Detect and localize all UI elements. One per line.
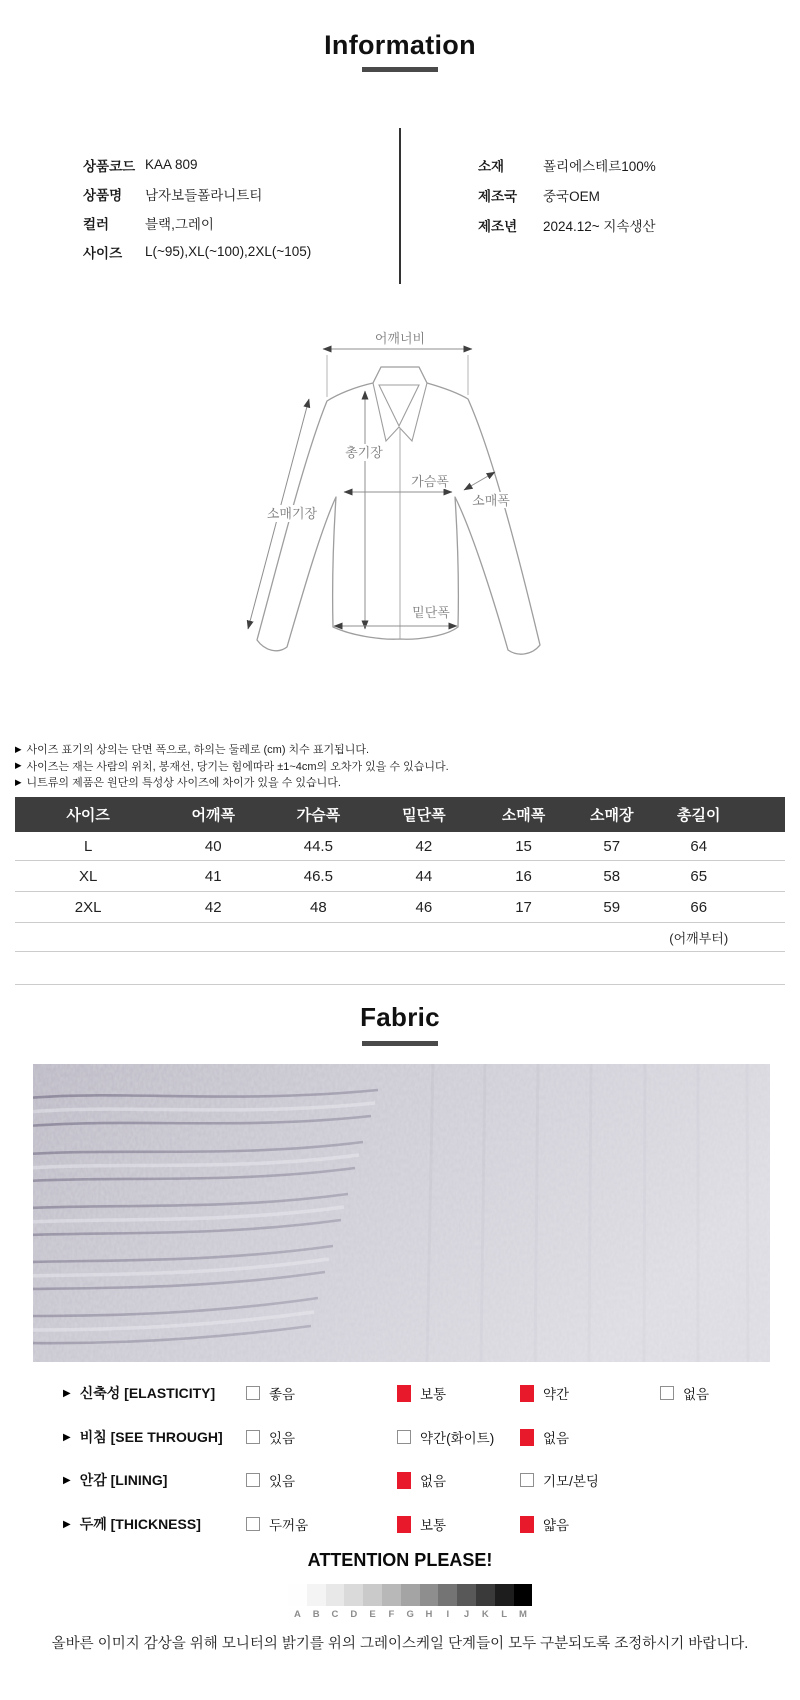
- size-table-row: [15, 832, 785, 861]
- size-table-header-cell: 어깨폭: [191, 807, 235, 824]
- product-info-label: 소재: [478, 159, 505, 174]
- product-info-row: [478, 180, 656, 210]
- fabric-property-option: [397, 1513, 446, 1535]
- fabric-property-option: [397, 1426, 494, 1448]
- product-info-left-column: [83, 150, 311, 266]
- product-info-row: [478, 210, 656, 240]
- size-table-header-cell: 밑단폭: [402, 807, 446, 824]
- size-table-header-cell: 가슴폭: [296, 807, 341, 824]
- size-notes: [15, 741, 449, 791]
- grayscale-letter: I: [446, 1609, 450, 1620]
- grayscale-letter-labels: [288, 1609, 532, 1620]
- checkbox-unchecked-icon: [397, 1430, 411, 1444]
- bullet-arrow-icon: ▶: [15, 743, 22, 754]
- size-table-header: [15, 797, 785, 832]
- size-table-header-cell: 사이즈: [66, 807, 110, 824]
- fabric-property-option-label: 얇음: [543, 1518, 570, 1533]
- product-info-label: 상품코드: [83, 158, 136, 174]
- size-table-cell: 42: [415, 837, 433, 855]
- bullet-arrow-icon: ▶: [15, 776, 22, 787]
- grayscale-step: [476, 1584, 495, 1606]
- size-table-cell: 59: [603, 898, 621, 916]
- fabric-property-row: [0, 1469, 800, 1491]
- fabric-property-option-label: 보통: [420, 1518, 447, 1533]
- fabric-property-name-text: 비침 [SEE THROUGH]: [79, 1429, 223, 1445]
- fabric-property-row: [0, 1382, 800, 1404]
- size-table-cell: 44.5: [303, 837, 333, 855]
- size-table-cell: 15: [515, 837, 532, 855]
- fabric-property-option: [246, 1469, 295, 1491]
- product-info-row: [83, 208, 311, 237]
- size-table-cell: 64: [690, 837, 708, 855]
- grayscale-step: [457, 1584, 476, 1606]
- fabric-property-option-label: 있음: [269, 1431, 296, 1446]
- size-table-cell: 40: [204, 837, 222, 855]
- product-info-label: 사이즈: [83, 245, 123, 261]
- product-info-value: L(~95),XL(~100),2XL(~105): [145, 244, 312, 259]
- size-table-cell: 48: [310, 898, 327, 916]
- size-note-line: [15, 774, 449, 791]
- attention-title: ATTENTION PLEASE!: [307, 1550, 493, 1570]
- size-table-cell: 44: [415, 867, 433, 885]
- checkbox-checked-icon: [397, 1385, 411, 1402]
- fabric-property-option: [520, 1382, 569, 1404]
- checkbox-unchecked-icon: [660, 1386, 674, 1400]
- size-table-cell: 41: [204, 867, 222, 885]
- grayscale-step: [401, 1584, 420, 1606]
- size-table-cell: 57: [603, 837, 621, 855]
- product-info-value: 폴리에스테르100%: [543, 159, 656, 174]
- grayscale-calibration-bar: [288, 1584, 532, 1606]
- fabric-property-option-label: 없음: [420, 1474, 447, 1489]
- size-table-cell: 17: [515, 898, 532, 916]
- fabric-property-name: [63, 1469, 167, 1491]
- fabric-property-option: [246, 1426, 295, 1448]
- fabric-property-row: [0, 1426, 800, 1448]
- size-note-line: [15, 758, 449, 775]
- product-info-label: 제조년: [478, 219, 518, 234]
- size-table-cell: 58: [603, 867, 621, 885]
- fabric-property-name: [63, 1513, 201, 1535]
- fabric-property-name-text: 안감 [LINING]: [79, 1472, 168, 1488]
- product-info-row: [478, 150, 656, 180]
- grayscale-letter: C: [331, 1609, 339, 1620]
- grayscale-letter: D: [350, 1609, 358, 1620]
- size-table-header-cell: 총길이: [676, 807, 721, 824]
- size-table-empty-row: [15, 952, 785, 985]
- grayscale-letter: A: [293, 1609, 301, 1620]
- fabric-property-option-label: 없음: [683, 1387, 710, 1402]
- grayscale-step: [420, 1584, 439, 1606]
- size-table-cell: L: [83, 837, 93, 855]
- size-table-cell: 66: [690, 898, 708, 916]
- bullet-arrow-icon: ▶: [63, 1431, 71, 1443]
- fabric-property-option-label: 두꺼움: [269, 1518, 309, 1533]
- fabric-sheen: [33, 1064, 770, 1362]
- fabric-property-name: [63, 1382, 215, 1404]
- product-info-row: [83, 237, 311, 266]
- checkbox-unchecked-icon: [246, 1386, 260, 1400]
- fabric-property-option-label: 약간(화이트): [420, 1431, 495, 1446]
- grayscale-step: [382, 1584, 401, 1606]
- grayscale-step: [288, 1584, 307, 1606]
- bullet-arrow-icon: ▶: [63, 1474, 71, 1486]
- product-info-label: 제조국: [478, 189, 518, 204]
- size-table-cell: XL: [78, 867, 98, 885]
- size-note-text: 사이즈 표기의 상의는 단면 폭으로, 하의는 둘레로 (cm) 치수 표기됩니다.: [26, 744, 370, 757]
- grayscale-letter: G: [406, 1609, 414, 1620]
- grayscale-letter: F: [388, 1609, 395, 1620]
- grayscale-step: [307, 1584, 326, 1606]
- size-table-row: [15, 861, 785, 892]
- size-note-text: 사이즈는 재는 사람의 위치, 봉재선, 당기는 힘에따라 ±1~4cm의 오차가 있을 수 있습니다.: [26, 760, 449, 773]
- grayscale-letter: B: [312, 1609, 320, 1620]
- fabric-property-option: [246, 1513, 308, 1535]
- checkbox-unchecked-icon: [520, 1473, 534, 1487]
- grayscale-step: [363, 1584, 382, 1606]
- fabric-title-underline: [362, 1041, 438, 1046]
- hem-width-label: 밑단폭: [412, 605, 450, 620]
- checkbox-unchecked-icon: [246, 1430, 260, 1444]
- fabric-property-option: [520, 1469, 599, 1491]
- fabric-property-option-label: 없음: [543, 1431, 570, 1446]
- checkbox-unchecked-icon: [246, 1473, 260, 1487]
- product-info-value: KAA 809: [145, 157, 198, 172]
- checkbox-checked-icon: [520, 1385, 534, 1402]
- grayscale-step: [326, 1584, 345, 1606]
- size-table-cell: 42: [204, 898, 222, 916]
- grayscale-letter: J: [463, 1609, 470, 1620]
- fabric-property-option: [397, 1382, 446, 1404]
- grayscale-letter: E: [369, 1609, 376, 1620]
- product-info-value: 중국OEM: [543, 189, 600, 204]
- fabric-property-option-label: 기모/본딩: [543, 1474, 599, 1489]
- product-info-label: 컬러: [83, 216, 110, 232]
- size-note-text: 니트류의 제품은 원단의 특성상 사이즈에 차이가 있을 수 있습니다.: [26, 777, 341, 790]
- grayscale-letter: H: [425, 1609, 433, 1620]
- fabric-section-title: Fabric: [360, 1002, 440, 1032]
- checkbox-checked-icon: [397, 1472, 411, 1489]
- product-info-label: 상품명: [83, 187, 123, 203]
- size-table: [15, 797, 785, 985]
- checkbox-checked-icon: [520, 1429, 534, 1446]
- total-length-label: 총기장: [345, 445, 383, 460]
- product-info-value: 남자보들폴라니트티: [145, 187, 263, 203]
- grayscale-step: [344, 1584, 363, 1606]
- info-vertical-divider: [399, 128, 401, 284]
- grayscale-letter: M: [519, 1609, 527, 1620]
- size-note-line: [15, 741, 449, 758]
- garment-measurement-diagram: [210, 295, 590, 665]
- grayscale-step: [438, 1584, 457, 1606]
- size-table-cell: 46: [415, 898, 433, 916]
- chest-width-label: 가슴폭: [411, 474, 449, 489]
- information-section-title: Information: [324, 30, 476, 60]
- size-table-annotation-row: [15, 923, 785, 952]
- product-info-value: 2024.12~ 지속생산: [543, 219, 656, 234]
- size-table-body: [15, 832, 785, 923]
- grayscale-letter: K: [481, 1609, 489, 1620]
- size-table-cell: 16: [515, 867, 532, 885]
- fabric-property-option: [520, 1426, 569, 1448]
- fabric-property-name: [63, 1426, 223, 1448]
- fabric-property-name-text: 두께 [THICKNESS]: [79, 1516, 201, 1532]
- checkbox-unchecked-icon: [246, 1517, 260, 1531]
- fabric-property-option: [520, 1513, 569, 1535]
- fabric-property-option-label: 약간: [543, 1387, 570, 1402]
- sleeve-length-label: 소매기장: [266, 506, 318, 521]
- size-table-row: [15, 892, 785, 923]
- product-info-right-column: [478, 150, 656, 240]
- size-table-header-cell: 소매장: [589, 807, 634, 824]
- fabric-property-option-label: 있음: [269, 1474, 296, 1489]
- product-info-value: 블랙,그레이: [145, 216, 214, 232]
- fabric-property-option: [660, 1382, 709, 1404]
- fabric-property-option-label: 좋음: [269, 1387, 296, 1402]
- monitor-calibration-note: 올바른 이미지 감상을 위해 모니터의 밝기를 위의 그레이스케일 단계들이 모두 구분되도록 조정하시기 바랍니다.: [51, 1636, 749, 1652]
- sleeve-width-label: 소매폭: [472, 493, 510, 508]
- grayscale-step: [495, 1584, 514, 1606]
- product-info-row: [83, 150, 311, 179]
- size-table-cell: 46.5: [303, 867, 333, 885]
- fabric-closeup-image: [33, 1064, 770, 1362]
- size-table-cell: 65: [690, 867, 708, 885]
- checkbox-checked-icon: [397, 1516, 411, 1533]
- fabric-property-name-text: 신축성 [ELASTICITY]: [79, 1385, 216, 1401]
- grayscale-letter: L: [501, 1609, 508, 1620]
- fabric-property-row: [0, 1513, 800, 1535]
- bullet-arrow-icon: ▶: [15, 760, 22, 771]
- checkbox-checked-icon: [520, 1516, 534, 1533]
- size-table-header-cell: 소매폭: [501, 807, 546, 824]
- size-table-annotation: (어깨부터): [669, 930, 729, 946]
- fabric-property-option-label: 보통: [420, 1387, 447, 1402]
- size-table-cell: 2XL: [74, 898, 102, 916]
- fabric-property-option: [397, 1469, 446, 1491]
- information-title-underline: [362, 67, 438, 72]
- fabric-property-option: [246, 1382, 295, 1404]
- bullet-arrow-icon: ▶: [63, 1518, 71, 1530]
- shoulder-width-label: 어깨너비: [374, 331, 426, 346]
- bullet-arrow-icon: ▶: [63, 1387, 71, 1399]
- grayscale-step: [514, 1584, 533, 1606]
- product-info-row: [83, 179, 311, 208]
